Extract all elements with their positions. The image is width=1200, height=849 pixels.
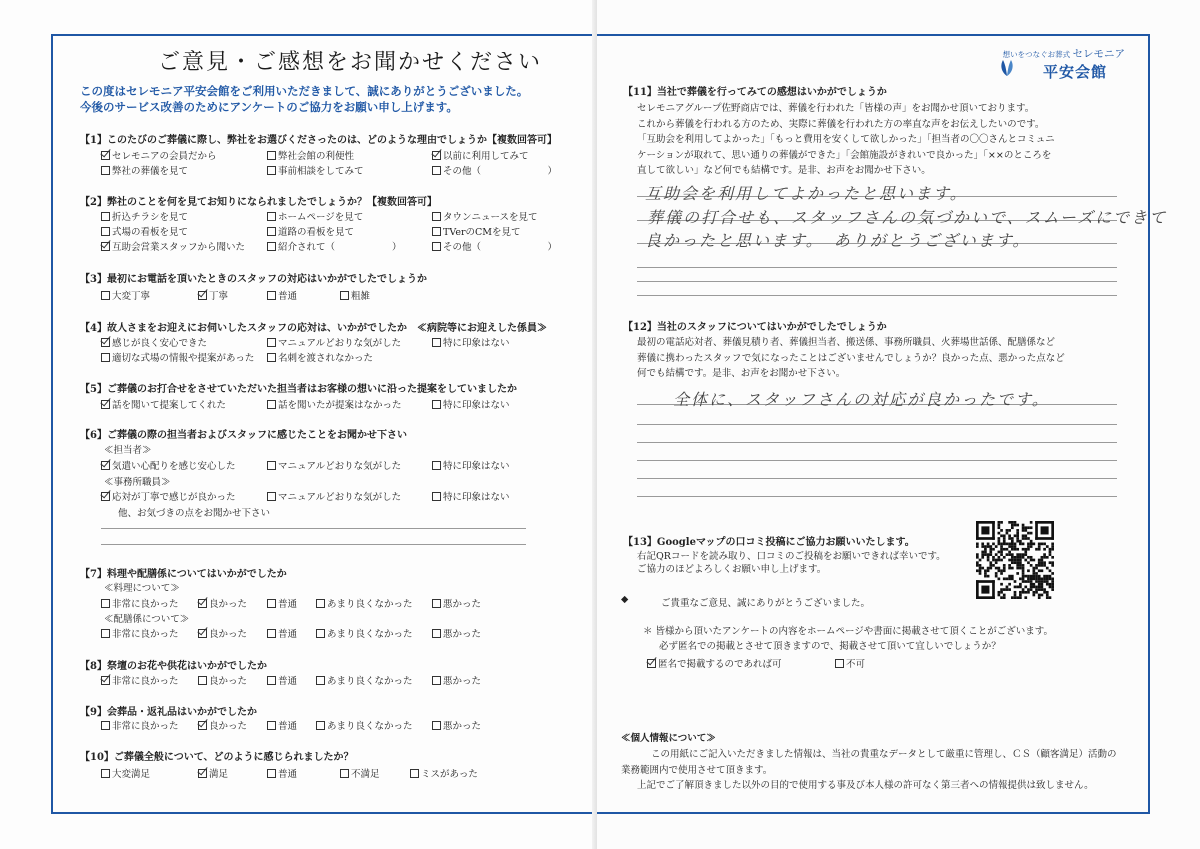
checkbox-label: 普通 [278,629,298,640]
checkbox-label: 気遣い心配りを感じ安心した [112,461,236,472]
checkbox[interactable] [198,721,207,730]
checkbox-label: 悪かった [443,721,482,732]
q9-option[interactable] [432,718,481,732]
q2-option[interactable] [101,224,188,238]
checkbox-label: 弊社会館の利便性 [278,151,355,162]
checkbox[interactable] [101,461,110,470]
q7-server-option[interactable] [101,626,179,640]
question-12: 【12】当社のスタッフについてはいかがでしたでしょうか [623,322,887,333]
q8-option[interactable] [267,673,297,687]
q7-server-option[interactable] [316,626,413,640]
logo-name: 平安会館 [1042,63,1107,81]
q11-answer-line [637,267,1117,268]
checkbox[interactable] [267,599,276,608]
q11-body-line: 直して欲しい」など何でも結構です。是非、お声をお聞かせ下さい。 [637,165,931,176]
q7-food-option[interactable] [267,596,297,610]
left-page [0,0,597,849]
checkbox-label: 普通 [278,291,298,302]
q2-option[interactable] [267,239,402,253]
checkbox-label: 不可 [846,659,866,670]
q7-group-server: ≪配膳係について≫ [104,614,190,625]
checkbox[interactable] [101,291,110,300]
checkbox[interactable] [316,629,325,638]
question-13: 【13】Googleマップの口コミ投稿にご協力お願いいたします。 [623,537,915,548]
checkbox-label: その他（ ） [443,242,558,253]
q8-option[interactable] [316,673,413,687]
q6-staff-option[interactable] [432,458,510,472]
q4-option[interactable] [432,335,510,349]
q11-body-line: セレモニアグループ佐野商店では、葬儀を行われた「皆様の声」をお聞かせ頂いております。 [637,103,1035,114]
q6-group-staff: ≪担当者≫ [104,445,152,456]
q7-food-option[interactable] [316,596,413,610]
checkbox-label: 悪かった [443,629,482,640]
checkbox-label: 事前相談をしてみて [278,166,364,177]
checkbox[interactable] [101,721,110,730]
checkbox-label: TVerのCMを見て [443,227,521,238]
q10-option[interactable] [267,766,297,780]
q1-option[interactable] [432,163,557,177]
checkbox-label: ミスがあった [421,769,478,780]
checkbox[interactable] [267,629,276,638]
checkbox[interactable] [101,338,110,347]
q7-food-option[interactable] [101,596,179,610]
checkbox-label: 非常に良かった [112,599,179,610]
checkbox-label: 式場の看板を見て [112,227,189,238]
logo-brand: セレモニア [1072,48,1125,60]
checkbox-label: 道路の看板を見て [278,227,355,238]
q12-answer-line [637,442,1117,443]
q12-body-line: 最初の電話応対者、葬儀見積り者、葬儀担当者、搬送係、事務所職員、火葬場世話係、配膳係など [637,337,1056,348]
q7-server-option[interactable] [267,626,297,640]
q6-office-option[interactable] [432,489,510,503]
logo-tagline [1003,46,1125,61]
checkbox[interactable] [101,400,110,409]
checkbox-label: あまり良くなかった [327,629,413,640]
right-page [597,0,1200,849]
checkbox[interactable] [316,721,325,730]
q11-body-line: ケーションが取れて、思い通りの葬儀ができた」「会館施設がきれいで良かった」「××のところを [637,149,1052,161]
checkbox-label: あまり良くなかった [327,599,413,610]
q7-food-option[interactable] [432,596,481,610]
checkbox[interactable] [101,492,110,501]
q8-option[interactable] [101,673,179,687]
q12-answer-line [637,496,1117,497]
privacy-line: 業務範囲内で使用させて頂きます。 [621,764,773,776]
checkbox[interactable] [101,242,110,251]
q11-body-line: これから葬儀を行われる方のため、実際に葬儀を行われた方の率直な声をお伝えしたいのです。 [637,118,1045,130]
checkbox-label: 普通 [278,676,298,687]
question-4: 【4】故人さまをお迎えにお伺いしたスタッフの応対は、いかがでしたか ≪病院等にお迎えした係員≫ [80,323,547,334]
checkbox[interactable] [267,461,276,470]
q3-option[interactable] [198,288,228,302]
checkbox-label: 悪かった [443,599,482,610]
checkbox[interactable] [101,212,110,221]
checkbox-label: 匿名で掲載するのであれば可 [658,659,782,670]
q13-body-line: 右記QRコードを読み取り、口コミのご投稿をお願いできれば幸いです。 [637,551,946,562]
q12-body-line: 葬儀に携わったスタッフで気になったことはございませんでしょうか？良かった点、悪かった点など [637,352,1065,364]
checkbox[interactable] [267,353,276,362]
q9-option[interactable] [267,718,297,732]
checkbox-label: 普通 [278,769,298,780]
checkbox[interactable] [432,676,441,685]
checkbox[interactable] [267,151,276,160]
logo-tagline-text: 想いをつなぐお葬式 [1002,50,1071,59]
q6-staff-option[interactable] [101,458,236,472]
q8-option[interactable] [198,673,247,687]
checkbox-label: 以前に利用してみて [443,151,529,162]
q6-other-prompt: 他、お気づきの点をお聞かせ下さい [118,508,271,519]
checkbox[interactable] [432,242,441,251]
checkbox[interactable] [101,227,110,236]
q2-option[interactable] [432,239,557,253]
checkbox[interactable] [432,599,441,608]
checkbox-label: 丁寧 [209,291,229,302]
q11-answer-line [637,281,1117,282]
q13-body-line: ご協力のほどよろしくお願い申し上げます。 [637,564,827,575]
checkbox-label: あまり良くなかった [327,676,413,687]
checkbox[interactable] [101,599,110,608]
checkbox-label: 話を聞いたが提案はなかった [278,400,402,411]
checkbox[interactable] [267,291,276,300]
q2-option[interactable] [267,224,354,238]
q2-option[interactable] [101,239,245,253]
q3-option[interactable] [340,288,370,302]
q10-option[interactable] [340,766,380,780]
q3-option[interactable] [267,288,297,302]
q1-option[interactable] [101,163,188,177]
qr-code-icon [975,521,1055,599]
checkbox[interactable] [267,721,276,730]
checkbox-label: 非常に良かった [112,721,179,732]
q10-option[interactable] [410,766,478,780]
checkbox-label: 名刺を渡されなかった [278,353,374,364]
q2-option[interactable] [101,209,188,223]
survey-title: ご意見・ご感想をお聞かせください [157,50,542,75]
checkbox-label: 普通 [278,721,298,732]
checkbox[interactable] [101,676,110,685]
checkbox-label: 大変丁寧 [112,291,151,302]
checkbox[interactable] [316,676,325,685]
checkbox[interactable] [267,492,276,501]
checkbox-label: 良かった [209,599,248,610]
checkbox[interactable] [410,769,419,778]
checkbox-label: 特に印象はない [443,338,510,349]
checkbox[interactable] [198,676,207,685]
q6-answer-line [101,544,526,545]
checkbox[interactable] [432,400,441,409]
checkbox[interactable] [432,151,441,160]
checkbox-label: 粗雑 [351,291,371,302]
q9-option[interactable] [198,718,247,732]
checkbox-label: 満足 [209,769,229,780]
checkbox-label: 特に印象はない [443,400,510,411]
q2-option[interactable] [432,209,538,223]
checkbox[interactable] [198,291,207,300]
checkbox[interactable] [101,629,110,638]
q2-option[interactable] [267,209,363,223]
q4-option[interactable] [267,350,373,364]
question-6: 【6】ご葬儀の際の担当者およびスタッフに感じたことをお聞かせ下さい [80,430,407,441]
question-3: 【3】最初にお電話を頂いたときのスタッフの対応はいかがでしたでしょうか [80,274,427,285]
question-2: 【2】弊社のことを何を見てお知りになられましたでしょうか？【複数回答可】 [80,197,437,208]
checkbox-label: 話を聞いて提案してくれた [112,400,227,411]
checkbox-label: 大変満足 [112,769,151,780]
q4-option[interactable] [267,335,401,349]
checkbox-label: 特に印象はない [443,492,510,503]
checkbox[interactable] [267,212,276,221]
q12-handwritten-answer: 全体に、スタッフさんの対応が良かったです。 [673,390,1050,409]
checkbox[interactable] [432,227,441,236]
q11-handwritten-answer: 良かったと思います。 ありがとうございます。 [645,231,1031,250]
q8-option[interactable] [432,673,481,687]
question-10: 【10】ご葬儀全般について、どのように感じられましたか？ [80,752,354,763]
checkbox-label: 悪かった [443,676,482,687]
checkbox-label: 非常に良かった [112,629,179,640]
checkbox[interactable] [267,676,276,685]
q5-option[interactable] [101,397,226,411]
q7-group-food: ≪料理について≫ [104,583,180,594]
checkbox[interactable] [432,338,441,347]
checkbox[interactable] [432,166,441,175]
checkbox-label: セレモニアの会員だから [112,151,217,162]
q9-option[interactable] [101,718,179,732]
q1-option[interactable] [267,148,354,162]
question-5: 【5】ご葬儀のお打合せをさせていただいた担当者はお客様の想いに沿った提案をしていましたか [80,384,517,395]
bullet-diamond-icon: ◆ [621,594,629,605]
checkbox[interactable] [198,629,207,638]
intro-line-2: 今後のサービス改善のためにアンケートのご協力をお願い申し上げます。 [80,100,458,114]
publish-option-deny[interactable] [835,656,865,670]
checkbox-label: ホームページを見て [278,212,364,223]
q5-option[interactable] [267,397,402,411]
checkbox[interactable] [101,166,110,175]
checkbox[interactable] [101,769,110,778]
checkbox[interactable] [316,599,325,608]
thanks-message: ご貴重なご意見、誠にありがとうございました。 [661,598,871,609]
checkbox-label: 非常に良かった [112,676,179,687]
q5-option[interactable] [432,397,510,411]
checkbox[interactable] [198,599,207,608]
question-8: 【8】祭壇のお花や供花はいかがでしたか [80,661,267,672]
q6-answer-line [101,528,526,529]
q6-group-office: ≪事務所職員≫ [104,477,171,488]
q2-option[interactable] [432,224,521,238]
q12-answer-line [637,460,1117,461]
q10-option[interactable] [101,766,150,780]
q1-option[interactable] [101,148,217,162]
checkbox[interactable] [647,659,656,668]
checkbox[interactable] [101,353,110,362]
checkbox-label: 感じが良く安心できた [112,338,208,349]
checkbox[interactable] [432,461,441,470]
q1-option[interactable] [267,163,364,177]
question-9: 【9】会葬品・返礼品はいかがでしたか [80,707,257,718]
checkbox-label: 不満足 [351,769,380,780]
publish-option-allow[interactable] [647,656,782,670]
checkbox-label: 良かった [209,629,248,640]
q11-answer-line [637,295,1117,296]
checkbox[interactable] [267,400,276,409]
q4-option[interactable] [101,335,207,349]
checkbox[interactable] [340,769,349,778]
checkbox[interactable] [101,151,110,160]
q7-server-option[interactable] [198,626,247,640]
q7-server-option[interactable] [432,626,481,640]
checkbox-label: 普通 [278,599,298,610]
q6-office-option[interactable] [267,489,401,503]
q12-body-line: 何でも結構です。是非、お声をお聞かせ下さい。 [637,368,846,379]
q3-option[interactable] [101,288,150,302]
checkbox-label: あまり良くなかった [327,721,413,732]
question-1: 【1】このたびのご葬儀に際し、弊社をお選びくださったのは、どのような理由でしょうか【複数回答可】 [80,135,557,146]
checkbox-label: 紹介されて（ ） [278,242,402,253]
q1-option[interactable] [432,148,529,162]
checkbox-label: 弊社の葬儀を見て [112,166,189,177]
q6-office-option[interactable] [101,489,236,503]
privacy-line: この用紙にご記入いただきました情報は、当社の貴重なデータとして厳重に管理し、ＣＳ（顧客満足）活動の [651,749,1117,760]
q9-option[interactable] [316,718,413,732]
publish-consent-line: ＊ 皆様から頂いたアンケートの内容をホームページや書面に掲載させて頂くことがございます。 [643,626,1054,637]
privacy-title: ≪個人情報について≫ [621,733,716,744]
checkbox[interactable] [267,166,276,175]
q7-food-option[interactable] [198,596,247,610]
q6-staff-option[interactable] [267,458,401,472]
checkbox-label: 折込チラシを見て [112,212,189,223]
checkbox[interactable] [198,769,207,778]
question-11: 【11】当社で葬儀を行ってみての感想はいかがでしょうか [623,87,887,98]
q11-handwritten-answer: 葬儀の打合せも、スタッフさんの気づかいで、スムーズにできて [647,208,1168,227]
checkbox-label: 適切な式場の情報や提案があった [112,353,255,364]
checkbox-label: その他（ ） [443,166,558,177]
checkbox-label: 特に印象はない [443,461,510,472]
checkbox-label: 互助会営業スタッフから聞いた [112,242,246,253]
q11-body-line: 「互助会を利用してよかった」「もっと費用を安くして欲しかった」「担当者の〇〇さんとコミュニ [637,134,1055,145]
checkbox-label: マニュアルどおりな気がした [278,338,402,349]
checkbox-label: 良かった [209,676,248,687]
checkbox[interactable] [340,291,349,300]
checkbox-label: マニュアルどおりな気がした [278,492,402,503]
logo-leaf-icon [999,59,1015,77]
intro-line-1: この度はセレモニア平安会館をご利用いただきまして、誠にありがとうございました。 [80,84,529,98]
q11-handwritten-answer: 互助会を利用してよかったと思います。 [645,184,968,203]
q4-option[interactable] [101,350,254,364]
checkbox[interactable] [267,242,276,251]
publish-consent-line: 必ず匿名での掲載とさせて頂きますので、掲載させて頂いて宜しいでしょうか？ [659,641,1001,652]
q12-answer-line [637,424,1117,425]
checkbox[interactable] [432,721,441,730]
question-7: 【7】料理や配膳係についてはいかがでしたか [80,569,287,580]
q10-option[interactable] [198,766,228,780]
checkbox-label: 応対が丁寧で感じが良かった [112,492,236,503]
checkbox-label: 良かった [209,721,248,732]
checkbox[interactable] [267,769,276,778]
privacy-line: 上記でご了解頂きました以外の目的で使用する事及び本人様の許可なく第三者への情報提供は致しません。 [637,780,1094,791]
checkbox[interactable] [432,212,441,221]
checkbox-label: タウンニュースを見て [443,212,538,223]
checkbox[interactable] [432,629,441,638]
checkbox[interactable] [267,227,276,236]
checkbox-label: マニュアルどおりな気がした [278,461,402,472]
checkbox[interactable] [835,659,844,668]
checkbox[interactable] [432,492,441,501]
q12-answer-line [637,478,1117,479]
checkbox[interactable] [267,338,276,347]
